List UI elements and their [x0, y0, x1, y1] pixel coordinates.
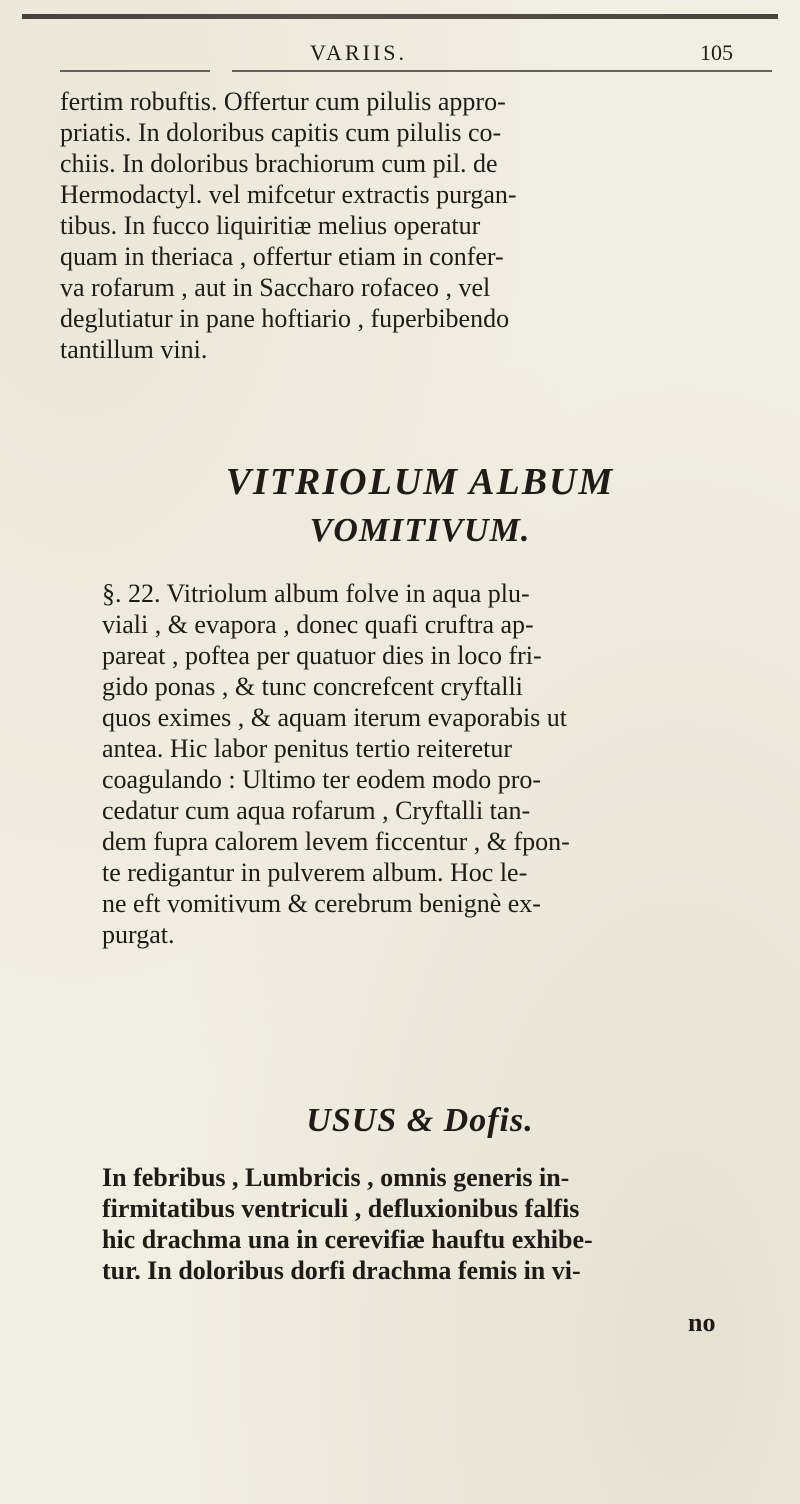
text-line: va rofarum , aut in Saccharo rofaceo , vel [60, 273, 491, 302]
text-line: In febribus , Lumbricis , omnis generis in- [102, 1163, 570, 1192]
text-line: pareat , poftea per quatuor dies in loco fri- [102, 641, 542, 670]
section-subtitle: VOMITIVUM. [309, 512, 531, 549]
text-line: tur. In doloribus dorfi drachma femis in vi- [102, 1256, 581, 1285]
text-line: tantillum vini. [60, 335, 208, 364]
text-line: deglutiatur in pane hoftiario , fuperbibendo [60, 304, 510, 333]
text-line: priatis. In doloribus capitis cum pilulis co- [60, 118, 502, 147]
text-line: fertim robuftis. Offertur cum pilulis appro- [60, 87, 506, 116]
catchword: no [688, 1308, 716, 1337]
text-line: firmitatibus ventriculi , defluxionibus falfis [102, 1194, 580, 1223]
paragraph-vitriolum [60, 578, 760, 950]
text-line: gido ponas , & tunc concrefcent cryftalli [102, 672, 523, 701]
text-line: antea. Hic labor penitus tertio reiteretur [102, 734, 513, 763]
text-line: quam in theriaca , offertur etiam in confer- [60, 242, 504, 271]
text-line: tibus. In fucco liquiritiæ melius operatur [60, 211, 481, 240]
text-line: Hermodactyl. vel mifcetur extractis purgan- [60, 180, 517, 209]
text-line: chiis. In doloribus brachiorum cum pil. de [60, 149, 498, 178]
section-title: VITRIOLUM ALBUM [225, 461, 615, 503]
text-line: dem fupra calorem levem ficcentur , & fpon- [102, 827, 570, 856]
text-line: hic drachma una in cerevifiæ hauftu exhibe- [102, 1225, 593, 1254]
text-line: §. 22. Vitriolum album folve in aqua plu- [102, 579, 530, 608]
text-line: ne eft vomitivum & cerebrum benignè ex- [102, 889, 541, 918]
text-line: viali , & evapora , donec quafi cruftra ap- [102, 610, 534, 639]
text-line: purgat. [102, 920, 175, 949]
header-rule-left [60, 70, 210, 72]
header-rule-right [232, 70, 772, 72]
page-number: 105 [700, 40, 733, 65]
text-line: coagulando : Ultimo ter eodem modo pro- [102, 765, 542, 794]
usus-title: USUS & Dofis. [306, 1102, 534, 1139]
text-line: quos eximes , & aquam iterum evaporabis ut [102, 703, 568, 732]
paragraph-usus [60, 1162, 760, 1286]
paragraph-continuation [60, 86, 760, 365]
text-line: te redigantur in pulverem album. Hoc le- [102, 858, 528, 887]
text-line: cedatur cum aqua rofarum , Cryftalli tan- [102, 796, 531, 825]
running-head: VARIIS. [310, 40, 408, 65]
top-rule [22, 14, 778, 19]
